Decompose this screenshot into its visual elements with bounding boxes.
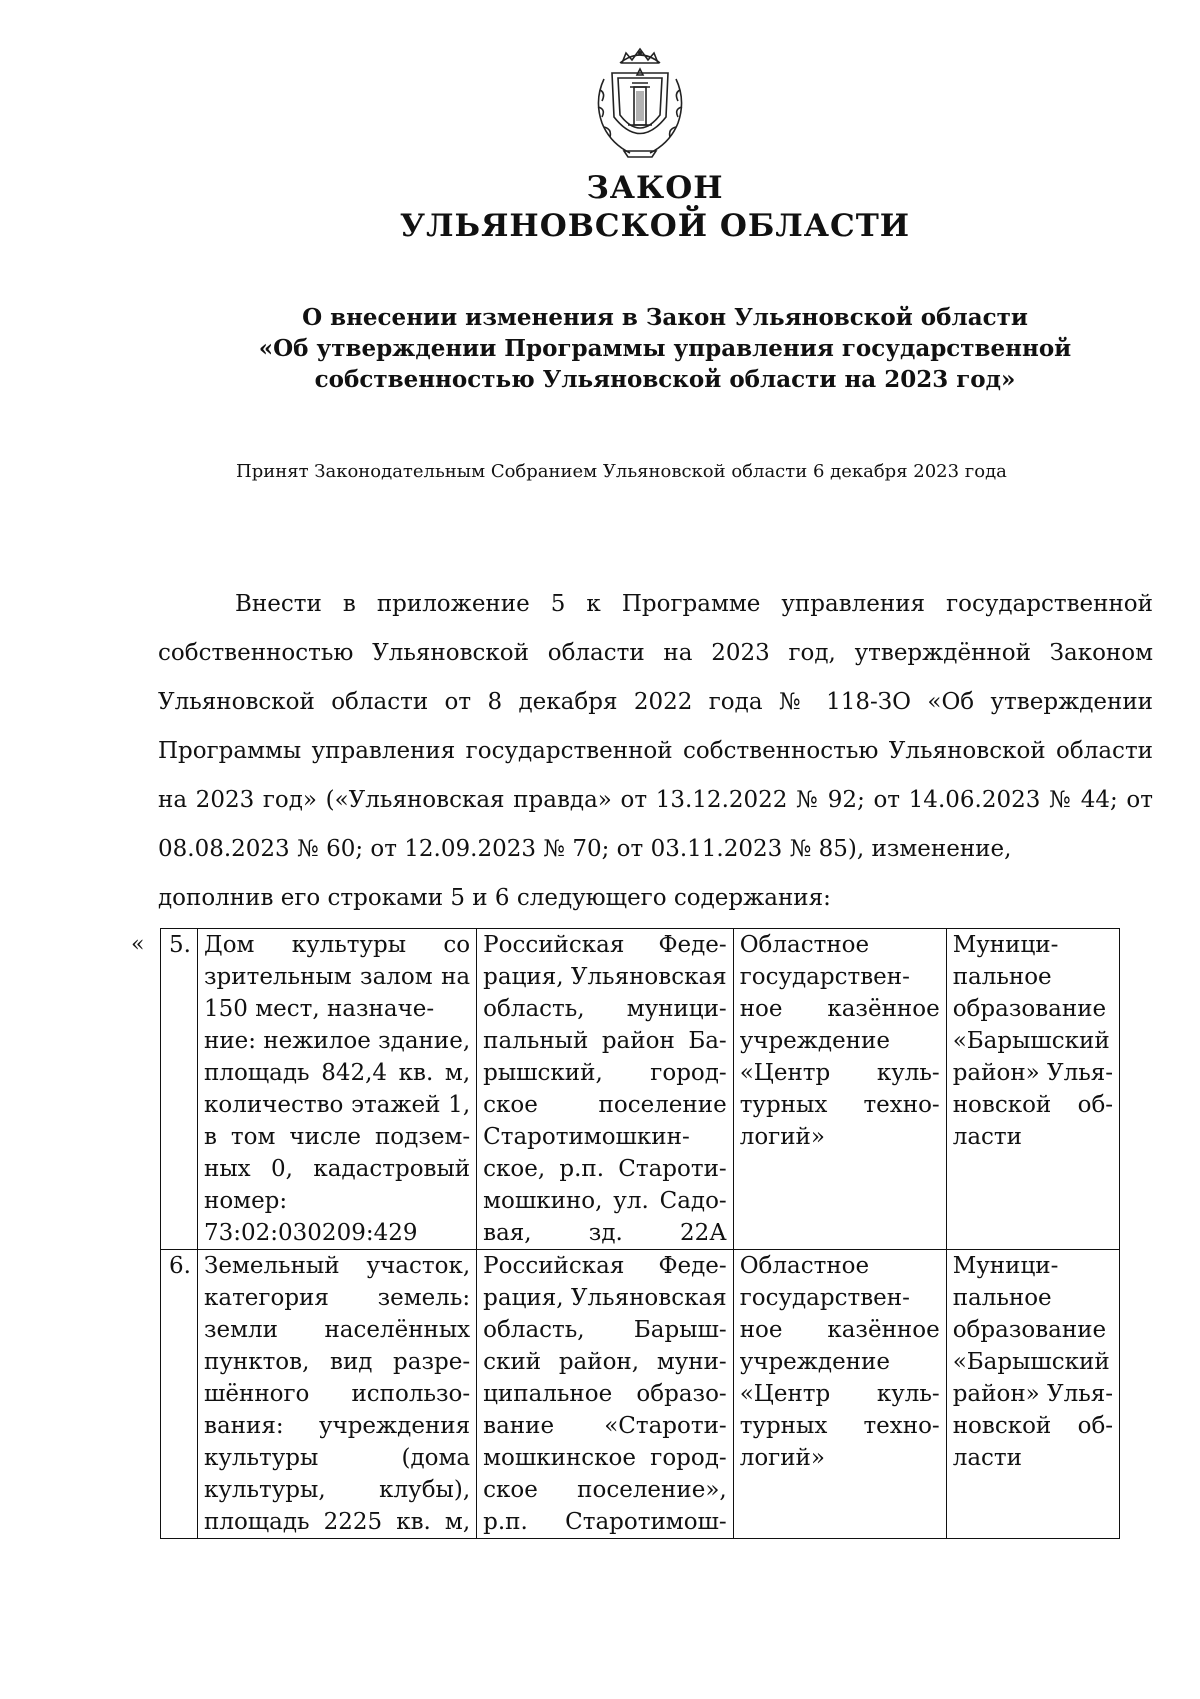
cell-line: логий» — [739, 1445, 825, 1471]
cell-line: «Барышский — [952, 1349, 1110, 1375]
location-cell — [477, 929, 734, 1250]
body-paragraph-end: дополнив его строками 5 и 6 следующего содержания: — [158, 885, 831, 911]
location-cell — [477, 1250, 734, 1539]
law-subject-line: «Об утверждении Программы управления государственной — [258, 335, 1072, 362]
cell-line: ласти — [952, 1124, 1022, 1150]
holder-cell — [733, 1250, 946, 1539]
cell-line: район» Улья- — [952, 1381, 1114, 1407]
cell-line: ское, р.п. Староти- — [483, 1156, 727, 1182]
cell-line: пальный район Ба- — [483, 1028, 727, 1054]
cell-line: рация, Ульяновская — [483, 1285, 727, 1311]
cell-line: учреждение — [739, 1028, 890, 1054]
cell-line: Российская Феде- — [483, 1253, 727, 1279]
cell-line: в том числе подзем- — [204, 1124, 471, 1150]
cell-line: образование — [952, 1317, 1107, 1343]
cell-line: ское поселение», — [483, 1477, 727, 1503]
cell-line: пальное — [952, 1285, 1052, 1311]
object-description-cell — [198, 1250, 477, 1539]
cell-line: ние: нежилое здание, — [204, 1028, 471, 1054]
cell-line: номер: — [204, 1188, 288, 1214]
cell-line: ных 0, кадастровый — [204, 1156, 471, 1182]
cell-line: область, Барыш- — [483, 1317, 727, 1343]
cell-line: вания: учреждения — [204, 1413, 471, 1439]
body-paragraph: Внести в приложение 5 к Программе управления государственной собственностью Ульяновской области на 2023 год, утверждённой Законом Ульяновской области от 8 декабря 2022 года № 118-ЗО «Об утверждении Программы управления государственной собственностью Ульяновской области на 2023 год» («Ульяновская правда» от 13.12.2022 № 92; от 14.06.2023 № 44; от 08.08.2023 № 60; от 12.09.2023 № 70; от 03.11.2023 № 85), изменение, — [158, 591, 1153, 862]
cell-line: Российская Феде- — [483, 932, 727, 958]
region-title: УЛЬЯНОВСКОЙ ОБЛАСТИ — [399, 208, 911, 244]
cell-line: ский район, муни- — [483, 1349, 727, 1375]
cell-line: Муници- — [952, 932, 1059, 958]
cell-line: «Центр куль- — [739, 1060, 940, 1086]
cell-line: «Центр куль- — [739, 1381, 940, 1407]
cell-line: Дом культуры со — [204, 932, 471, 958]
cell-line: площадь 842,4 кв. м, — [204, 1060, 471, 1086]
table-row — [161, 1250, 1120, 1539]
cell-line: вая, зд. 22А — [483, 1220, 727, 1246]
recipient-cell — [946, 1250, 1119, 1539]
cell-line: мошкино, ул. Садо- — [483, 1188, 727, 1214]
cell-line: 73:02:030209:429 — [204, 1220, 418, 1246]
cell-line: шённого использо- — [204, 1381, 471, 1407]
cell-line: ное казённое — [739, 996, 940, 1022]
amendment-table — [160, 928, 1120, 1539]
row-number-cell: 6. — [161, 1250, 198, 1539]
cell-line: рация, Ульяновская — [483, 964, 727, 990]
cell-line: ное казённое — [739, 1317, 940, 1343]
cell-line: турных техно- — [739, 1413, 940, 1439]
cell-line: турных техно- — [739, 1092, 940, 1118]
cell-line: 150 мест, назначе- — [204, 996, 435, 1022]
cell-line: ласти — [952, 1445, 1022, 1471]
cell-line: район» Улья- — [952, 1060, 1114, 1086]
cell-line: учреждение — [739, 1349, 890, 1375]
cell-line: культуры, клубы), — [204, 1477, 471, 1503]
cell-line: логий» — [739, 1124, 825, 1150]
cell-line: образование — [952, 996, 1107, 1022]
cell-line: пунктов, вид разре- — [204, 1349, 471, 1375]
cell-line: «Барышский — [952, 1028, 1110, 1054]
cell-line: новской об- — [952, 1413, 1114, 1439]
holder-cell — [733, 929, 946, 1250]
cell-line: пальное — [952, 964, 1052, 990]
adoption-note: Принят Законодательным Собранием Ульяновской области 6 декабря 2023 года — [236, 461, 1007, 482]
cell-line: мошкинское город- — [483, 1445, 727, 1471]
cell-line: государствен- — [739, 1285, 910, 1311]
document-type-title: ЗАКОН — [586, 170, 724, 206]
cell-line: Областное — [739, 932, 870, 958]
cell-line: Старотимошкин- — [483, 1124, 690, 1150]
table-row — [161, 929, 1120, 1250]
cell-line: государствен- — [739, 964, 910, 990]
cell-line: ципальное образо- — [483, 1381, 727, 1407]
cell-line: область, муници- — [483, 996, 727, 1022]
cell-line: площадь 2225 кв. м, — [204, 1509, 471, 1535]
law-subject — [240, 302, 1090, 395]
law-subject-line: О внесении изменения в Закон Ульяновской области — [302, 304, 1028, 331]
cell-line: зрительным залом на — [204, 964, 471, 990]
object-description-cell — [198, 929, 477, 1250]
cell-line: р.п. Старотимош- — [483, 1509, 727, 1535]
body-text — [158, 580, 1153, 923]
coat-of-arms-icon — [590, 45, 690, 160]
opening-quote-mark: « — [131, 932, 145, 957]
cell-line: ское поселение — [483, 1092, 727, 1118]
cell-line: вание «Староти- — [483, 1413, 727, 1439]
cell-line: категория земель: — [204, 1285, 471, 1311]
recipient-cell — [946, 929, 1119, 1250]
cell-line: культуры (дома — [204, 1445, 471, 1471]
cell-line: рышский, город- — [483, 1060, 727, 1086]
cell-line: Муници- — [952, 1253, 1059, 1279]
law-subject-line: собственностью Ульяновской области на 2023 год» — [314, 366, 1016, 393]
row-number-cell: 5. — [161, 929, 198, 1250]
cell-line: Областное — [739, 1253, 870, 1279]
cell-line: новской об- — [952, 1092, 1114, 1118]
cell-line: земли населённых — [204, 1317, 471, 1343]
cell-line: количество этажей 1, — [204, 1092, 471, 1118]
cell-line: Земельный участок, — [204, 1253, 471, 1279]
